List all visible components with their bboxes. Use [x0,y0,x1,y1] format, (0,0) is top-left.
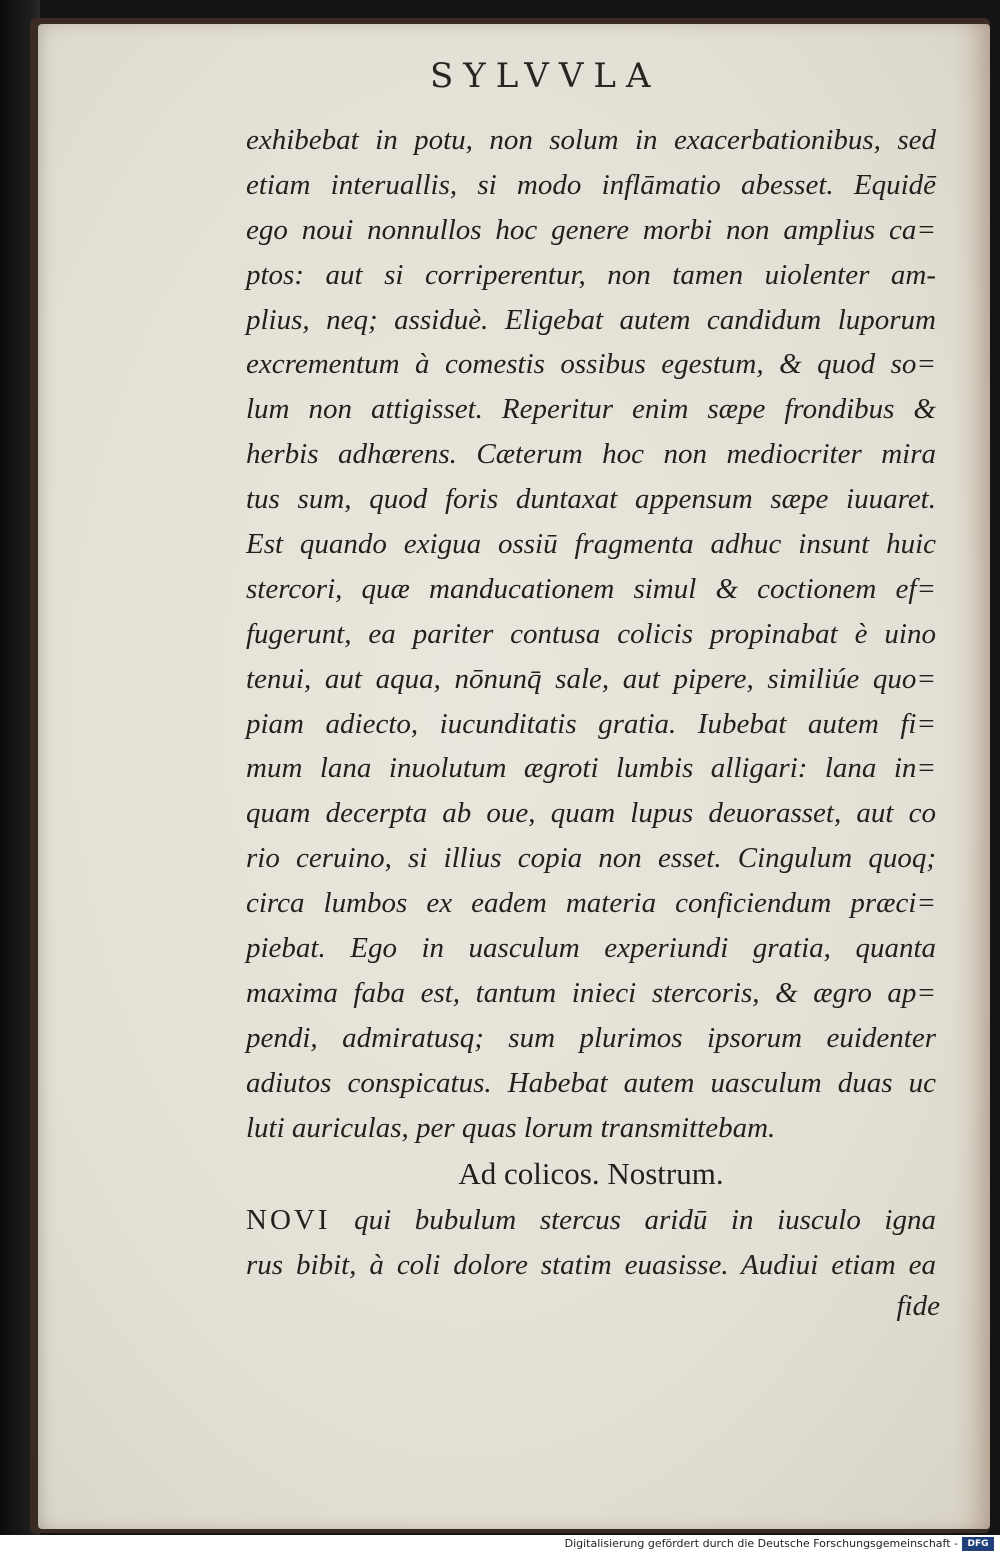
footer-credit: Digitalisierung gefördert durch die Deutsche Forschungsgemeinschaft - [564,1537,958,1550]
text-line: pendi, admiratusq; sum plurimos ipsorum euidenter [246,1021,936,1054]
section-text-block [246,1198,936,1288]
main-text-block [246,118,936,1150]
section-heading: Ad colicos. Nostrum. [458,1156,724,1191]
text-line: plius, neq; assiduè. Eligebat autem candidum luporum [246,303,936,336]
catchword: fide [896,1290,940,1322]
text-line: quam decerpta ab oue, quam lupus deuorasset, aut co [246,797,936,830]
text-line: ego noui nonnullos hoc genere morbi non amplius ca= [246,213,936,246]
text-line: rio ceruino, si illius copia non esset. Cingulum quoq; [246,842,936,875]
text-line: mum lana inuolutum ægroti lumbis alligari: lana in= [246,752,936,785]
text-line: stercori, quæ manducationem simul & coctionem ef= [246,572,936,605]
text-line: tenui, aut aqua, nōnunq̄ sale, aut pipere, similiúe quo= [246,662,936,695]
text-fragment: qui bubulum stercus aridū in iusculo igna [330,1204,936,1236]
section-initial: NOVI [246,1204,331,1236]
text-line: etiam interuallis, si modo inflāmatio abesset. Equidē [246,168,936,201]
text-line: fugerunt, ea pariter contusa colicis propinabat è uino [246,617,936,650]
text-line: adiutos conspicatus. Habebat autem uasculum duas uc [246,1066,936,1099]
running-head: SYLVVLA [430,56,661,96]
text-line: piebat. Ego in uasculum experiundi gratia, quanta [246,932,936,965]
text-line: Est quando exigua ossiū fragmenta adhuc insunt huic [246,528,936,561]
text-line: circa lumbos ex eadem materia conficiendum præci= [246,887,936,920]
text-line: maxima faba est, tantum inieci stercoris, & ægro ap= [246,976,936,1009]
text-line: ptos: aut si corriperentur, non tamen uiolenter am- [246,258,936,291]
text-line: rus bibit, à coli dolore statim euasisse. Audiui etiam ea [246,1248,936,1281]
text-line: exhibebat in potu, non solum in exacerbationibus, sed [246,124,936,156]
text-line: tus sum, quod foris duntaxat appensum sæpe iuuaret. [246,483,936,516]
text-line: lum non attigisset. Reperitur enim sæpe frondibus & [246,393,936,426]
text-line: excrementum à comestis ossibus egestum, & quod so= [246,348,936,381]
text-line: herbis adhærens. Cæterum hoc non mediocriter mira [246,438,936,471]
text-line [246,1198,936,1243]
dfg-logo: DFG [962,1537,994,1551]
text-line: piam adiecto, iucunditatis gratia. Iubebat autem fi= [246,707,936,740]
text-line: luti auriculas, per quas lorum transmittebam. [246,1111,776,1144]
